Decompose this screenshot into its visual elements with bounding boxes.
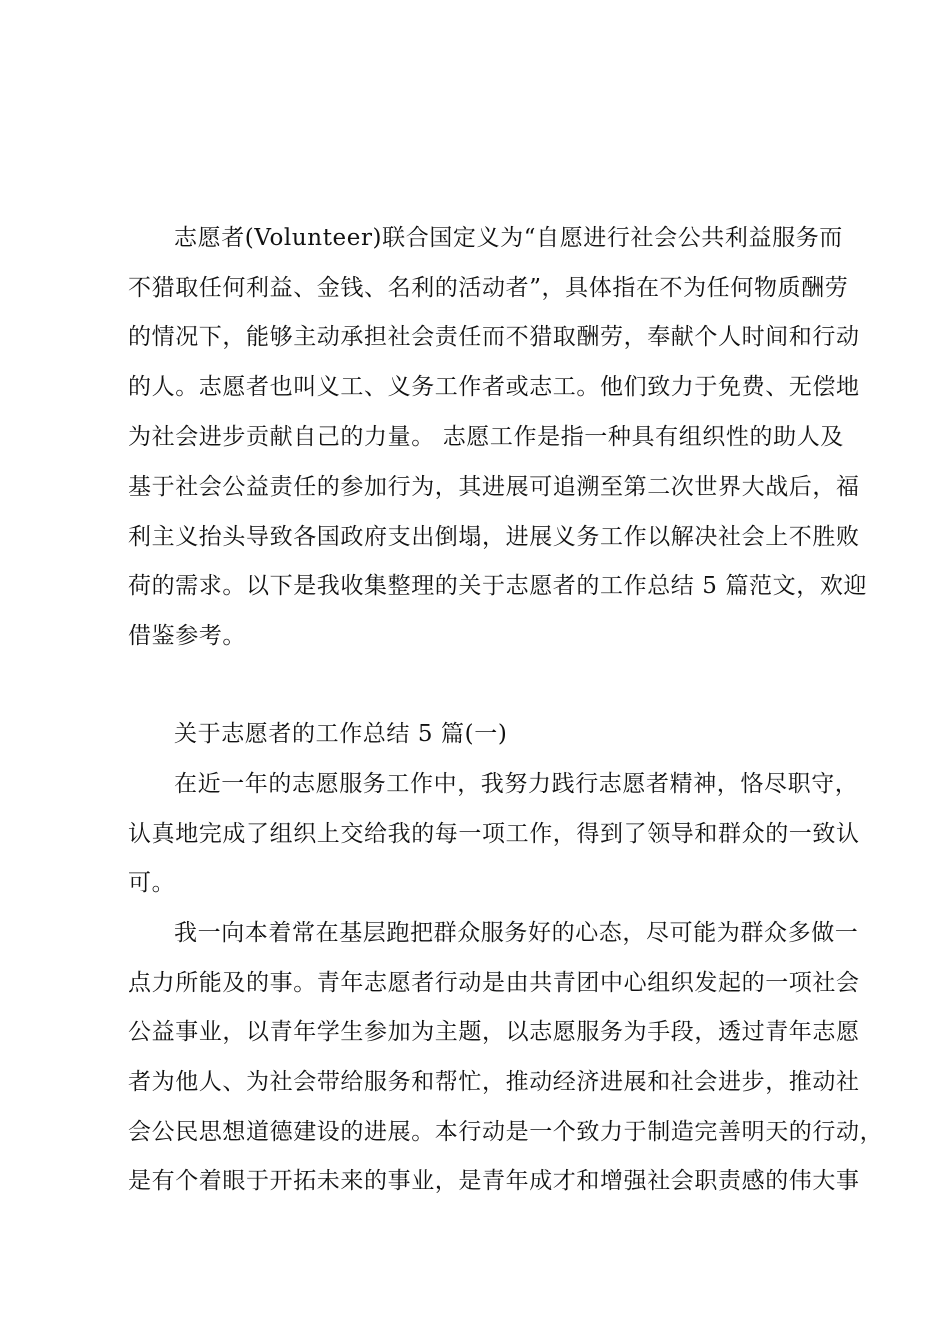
- section-title: 关于志愿者的工作总结 5 篇(一): [174, 721, 508, 747]
- paragraph-line: 可。: [128, 870, 176, 896]
- intro-line: 借鉴参考。: [128, 623, 246, 649]
- intro-line: 不猎取任何利益、金钱、名利的活动者”，具体指在不为任何物质酬劳: [128, 275, 849, 301]
- paragraph-line: 者为他人、为社会带给服务和帮忙，推动经济进展和社会进步，推动社: [128, 1069, 860, 1095]
- paragraph-line: 点力所能及的事。青年志愿者行动是由共青团中心组织发起的一项社会: [128, 970, 860, 996]
- paragraph-line: 公益事业，以青年学生参加为主题，以志愿服务为手段，透过青年志愿: [128, 1019, 860, 1045]
- intro-line: 志愿者(Volunteer)联合国定义为“自愿进行社会公共利益服务而: [174, 225, 843, 251]
- paragraph-line: 认真地完成了组织上交给我的每一项工作，得到了领导和群众的一致认: [128, 821, 860, 847]
- intro-line: 荷的需求。以下是我收集整理的关于志愿者的工作总结 5 篇范文，欢迎: [128, 573, 868, 599]
- paragraph-line: 是有个着眼于开拓未来的事业，是青年成才和增强社会职责感的伟大事: [128, 1168, 860, 1194]
- intro-line: 的人。志愿者也叫义工、义务工作者或志工。他们致力于免费、无偿地: [128, 374, 860, 400]
- intro-line: 为社会进步贡献自己的力量。 志愿工作是指一种具有组织性的助人及: [128, 424, 844, 450]
- intro-line: 基于社会公益责任的参加行为，其进展可追溯至第二次世界大战后，福: [128, 474, 860, 500]
- intro-line: 利主义抬头导致各国政府支出倒塌，进展义务工作以解决社会上不胜败: [128, 524, 860, 550]
- intro-line: 的情况下，能够主动承担社会责任而不猎取酬劳，奉献个人时间和行动: [128, 324, 860, 350]
- paragraph-line: 我一向本着常在基层跑把群众服务好的心态，尽可能为群众多做一: [174, 920, 859, 946]
- paragraph-line: 在近一年的志愿服务工作中，我努力践行志愿者精神，恪尽职守，: [174, 771, 859, 797]
- paragraph-line: 会公民思想道德建设的进展。本行动是一个致力于制造完善明天的行动，: [128, 1119, 884, 1145]
